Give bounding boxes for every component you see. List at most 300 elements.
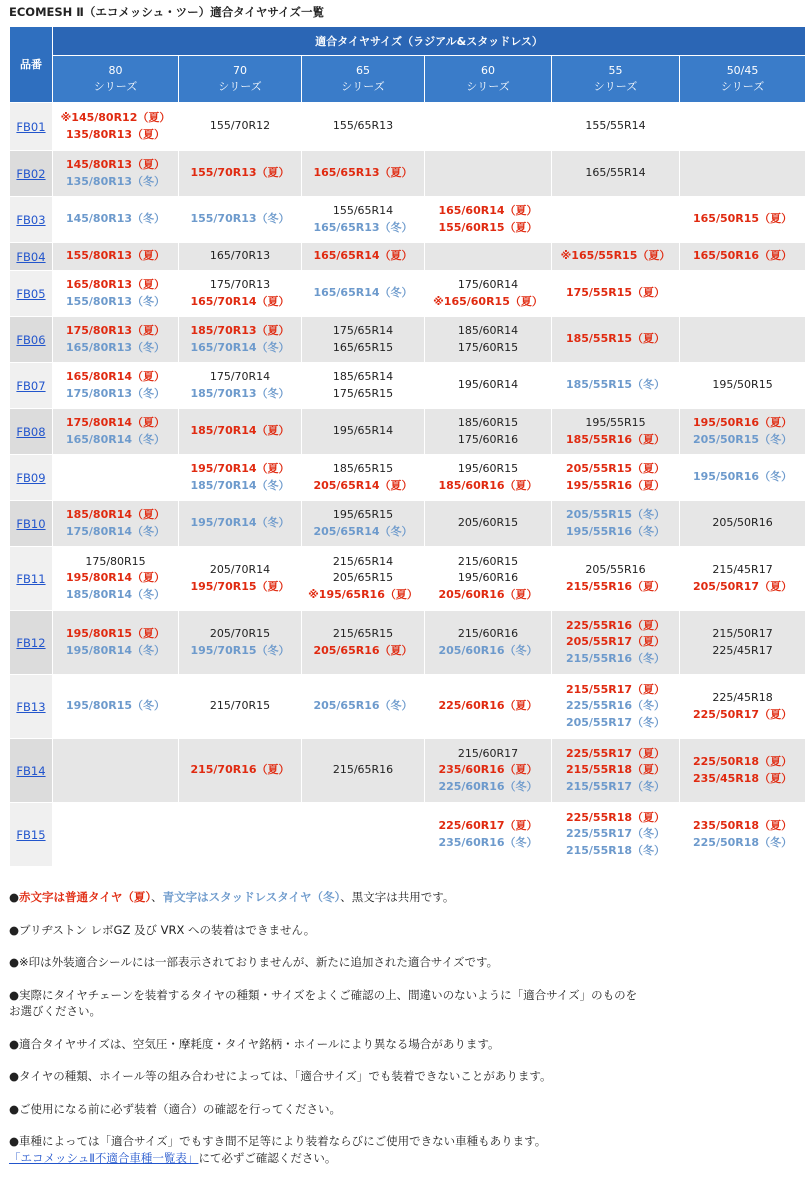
size-cell	[552, 151, 680, 197]
size-summer: 195/55R16（夏）	[565, 478, 666, 492]
size-winter: 195/70R14（冬）	[190, 516, 290, 530]
code-header: 品番	[10, 27, 53, 103]
product-code-link[interactable]: FB11	[16, 571, 46, 586]
size-summer: ※195/65R16（夏）	[308, 587, 418, 601]
size-winter: 215/55R17（冬）	[565, 779, 666, 793]
size-shared: 185/60R15	[457, 416, 519, 429]
size-summer: 235/50R18（夏）	[693, 819, 793, 832]
size-cell	[425, 151, 552, 197]
note-incompatible-list	[9, 1150, 799, 1167]
size-summer: 225/55R18（夏）	[565, 810, 666, 824]
size-shared: 205/70R15	[209, 627, 271, 640]
series-header-5	[680, 56, 806, 103]
size-summer: 165/80R13（夏）	[65, 278, 166, 291]
note-confirm-size-line2: お選びください。	[9, 1004, 101, 1018]
size-cell	[552, 317, 680, 363]
size-cell	[680, 501, 806, 547]
size-winter: 205/65R14（冬）	[313, 524, 413, 538]
size-cell	[425, 803, 552, 867]
product-code-cell	[10, 271, 53, 317]
series-header-1	[179, 56, 302, 103]
size-cell	[302, 103, 425, 151]
size-shared: 205/50R16	[712, 516, 773, 530]
size-shared: 205/70R14	[209, 563, 271, 576]
size-summer: 205/50R17（夏）	[693, 579, 793, 593]
size-shared: 185/65R14	[332, 370, 394, 383]
size-main-header: 適合タイヤサイズ（ラジアル&スタッドレス）	[53, 27, 806, 56]
note-vehicle-clearance: ●車種によっては「適合サイズ」でもすき間不足等により装着ならびにご使用できない車種もあります。	[9, 1134, 547, 1148]
size-cell	[179, 409, 302, 455]
product-code-cell	[10, 103, 53, 151]
table-row	[10, 363, 806, 409]
size-summer: 165/65R13（夏）	[313, 166, 413, 180]
product-code-link[interactable]: FB12	[16, 635, 46, 650]
size-cell	[680, 739, 806, 803]
tire-size-table	[9, 26, 806, 867]
size-cell	[680, 675, 806, 739]
size-shared: 175/70R13	[209, 278, 271, 291]
series-number: 50/45	[726, 63, 759, 77]
size-winter: 135/80R13（冬）	[65, 174, 166, 188]
product-code-link[interactable]: FB01	[16, 119, 46, 134]
size-summer: 185/70R14（夏）	[190, 424, 290, 438]
size-summer: 235/45R18（夏）	[693, 771, 793, 785]
size-cell	[179, 103, 302, 151]
product-code-cell	[10, 363, 53, 409]
size-summer: 215/55R18（夏）	[565, 763, 666, 777]
size-winter: 155/70R13（冬）	[190, 212, 290, 226]
series-label: シリーズ	[93, 80, 138, 93]
size-shared: 175/60R14	[457, 278, 519, 291]
size-shared: 205/65R15	[332, 571, 394, 585]
table-body	[10, 103, 806, 867]
series-header-0	[53, 56, 179, 103]
size-cell	[552, 243, 680, 271]
size-cell	[425, 317, 552, 363]
product-code-cell	[10, 675, 53, 739]
size-cell	[552, 675, 680, 739]
size-winter: 165/80R14（冬）	[65, 432, 166, 446]
size-winter: 185/70R13（冬）	[190, 386, 290, 400]
table-row	[10, 547, 806, 611]
size-cell	[680, 611, 806, 675]
size-cell	[552, 455, 680, 501]
size-summer: 185/55R16（夏）	[565, 432, 666, 446]
size-shared: 215/45R17	[712, 563, 773, 576]
size-summer: 225/50R17（夏）	[693, 707, 793, 721]
size-summer: 165/70R14（夏）	[190, 294, 290, 308]
table-row	[10, 739, 806, 803]
size-shared: 155/55R14	[585, 119, 646, 133]
size-winter: 225/55R16（冬）	[565, 699, 666, 713]
size-summer: 225/60R16（夏）	[438, 699, 538, 713]
size-shared: 175/60R16	[457, 432, 519, 446]
product-code-link[interactable]: FB04	[16, 249, 46, 264]
size-shared: 155/70R12	[209, 119, 271, 133]
size-cell	[680, 103, 806, 151]
size-cell	[179, 803, 302, 867]
legend-rest-text: 、黒文字は共用です。	[340, 890, 455, 904]
size-cell	[552, 611, 680, 675]
product-code-link[interactable]: FB02	[16, 166, 46, 181]
size-winter: 205/55R17（冬）	[565, 715, 666, 729]
series-number: 70	[233, 63, 247, 77]
size-cell	[680, 197, 806, 243]
incompatible-vehicle-list-link[interactable]: 「エコメッシュⅡ不適合車種一覧表」	[9, 1150, 199, 1165]
size-winter: 235/60R16（冬）	[438, 835, 538, 849]
size-summer: 135/80R13（夏）	[65, 127, 166, 141]
size-winter: 195/80R14（冬）	[65, 643, 166, 657]
size-summer: 165/65R14（夏）	[313, 249, 413, 263]
size-cell	[302, 271, 425, 317]
product-code-cell	[10, 409, 53, 455]
size-summer: 165/60R14（夏）	[438, 204, 538, 217]
size-summer: 165/50R16（夏）	[693, 249, 793, 263]
size-shared: 175/80R15	[85, 554, 146, 568]
size-cell	[425, 103, 552, 151]
legend-separator: 、	[151, 890, 163, 904]
size-shared: 195/60R16	[457, 571, 519, 585]
size-summer: 185/80R14（夏）	[65, 508, 166, 521]
size-cell	[302, 611, 425, 675]
size-winter: 165/65R13（冬）	[313, 220, 413, 234]
size-shared: 215/60R16	[457, 627, 519, 640]
size-shared: 155/65R14	[332, 204, 394, 217]
size-summer: 175/80R14（夏）	[65, 416, 166, 429]
size-cell	[179, 317, 302, 363]
product-code-link[interactable]: FB06	[16, 332, 46, 347]
notes	[9, 889, 799, 1166]
size-cell	[425, 455, 552, 501]
size-winter: 185/80R14（冬）	[65, 587, 166, 601]
size-summer: 175/80R13（夏）	[65, 324, 166, 337]
size-cell	[425, 197, 552, 243]
size-winter: 205/50R15（冬）	[693, 432, 793, 446]
size-shared: 185/60R14	[457, 324, 519, 337]
size-cell	[179, 455, 302, 501]
size-winter: 165/70R14（冬）	[190, 340, 290, 354]
size-summer: 155/60R15（夏）	[438, 220, 538, 234]
series-number: 65	[356, 63, 370, 77]
size-cell	[425, 243, 552, 271]
note-wheel-combination: ●タイヤの種類、ホイール等の組み合わせによっては、「適合サイズ」でも装着できないことがあります。	[9, 1069, 552, 1083]
size-cell	[53, 611, 179, 675]
table-row	[10, 501, 806, 547]
size-cell	[552, 547, 680, 611]
product-code-cell	[10, 243, 53, 271]
size-summer: 225/60R17（夏）	[438, 819, 538, 832]
size-cell	[53, 103, 179, 151]
size-shared: 215/65R16	[332, 763, 394, 777]
size-shared: 225/45R18	[712, 691, 773, 704]
size-cell	[179, 547, 302, 611]
size-winter: 205/60R16（冬）	[438, 643, 538, 657]
size-shared: 175/65R15	[332, 386, 394, 400]
size-cell	[179, 501, 302, 547]
product-code-cell	[10, 197, 53, 243]
size-cell	[53, 739, 179, 803]
size-cell	[425, 675, 552, 739]
size-shared: 205/55R16	[585, 563, 646, 576]
size-shared: 215/60R15	[457, 554, 519, 568]
size-cell	[302, 243, 425, 271]
size-shared: 165/70R13	[209, 249, 271, 263]
product-code-link[interactable]: FB08	[16, 424, 46, 439]
size-cell	[302, 501, 425, 547]
size-cell	[552, 197, 680, 243]
series-label: シリーズ	[341, 80, 385, 93]
size-summer: ※165/55R15（夏）	[560, 249, 671, 263]
size-winter: 195/80R15（冬）	[65, 699, 166, 713]
size-shared: 215/60R17	[457, 746, 519, 760]
table-row	[10, 197, 806, 243]
size-shared: 215/65R14	[332, 554, 394, 568]
size-summer: 195/80R15（夏）	[65, 627, 166, 640]
size-cell	[302, 455, 425, 501]
product-code-cell	[10, 151, 53, 197]
size-summer: 155/80R13（夏）	[65, 249, 166, 263]
size-winter: 205/65R16（冬）	[313, 699, 413, 713]
size-summer: 225/55R17（夏）	[565, 746, 666, 760]
table-row	[10, 455, 806, 501]
size-winter: 215/55R18（冬）	[565, 843, 666, 857]
size-winter: 195/55R16（冬）	[565, 524, 666, 538]
note-confirm-size-line1: ●実際にタイヤチェーンを装着するタイヤの種類・サイズをよくご確認の上、間違いのないように「適合サイズ」のものを	[9, 987, 638, 1002]
size-cell	[425, 547, 552, 611]
size-shared: 185/65R15	[332, 462, 394, 475]
size-cell	[552, 803, 680, 867]
table-row	[10, 803, 806, 867]
product-code-link[interactable]: FB15	[16, 827, 46, 842]
size-cell	[302, 547, 425, 611]
size-shared: 215/65R15	[332, 627, 394, 640]
product-code-cell	[10, 803, 53, 867]
note-incompatible-list-rest: にて必ずご確認ください。	[198, 1150, 337, 1165]
size-summer: ※145/80R12（夏）	[60, 111, 171, 124]
note-size-variation: ●適合タイヤサイズは、空気圧・摩耗度・タイヤ銘柄・ホイールにより異なる場合があります。	[9, 1036, 500, 1051]
size-shared: 175/60R15	[457, 340, 519, 354]
note-bullet: ●	[9, 890, 20, 904]
size-cell	[53, 243, 179, 271]
size-summer: 145/80R13（夏）	[65, 158, 166, 171]
legend-summer-text: 赤文字は普通タイヤ（夏）	[19, 890, 152, 904]
size-summer: 185/60R16（夏）	[438, 478, 538, 492]
table-row	[10, 317, 806, 363]
size-winter: 185/55R15（冬）	[565, 378, 666, 392]
size-winter: 225/55R17（冬）	[565, 827, 666, 841]
size-cell	[302, 151, 425, 197]
product-code-link[interactable]: FB03	[16, 212, 46, 227]
series-number: 55	[608, 63, 623, 77]
product-code-cell	[10, 455, 53, 501]
size-cell	[552, 363, 680, 409]
size-summer: 185/70R13（夏）	[190, 324, 290, 337]
size-cell	[53, 455, 179, 501]
size-cell	[53, 547, 179, 611]
product-code-cell	[10, 547, 53, 611]
size-cell	[425, 611, 552, 675]
size-cell	[680, 151, 806, 197]
size-shared: 195/50R15	[712, 378, 773, 392]
series-header-row	[10, 56, 806, 103]
size-summer: 175/55R15（夏）	[565, 286, 666, 300]
size-summer: 215/70R16（夏）	[190, 763, 290, 777]
size-cell	[680, 271, 806, 317]
size-cell	[425, 409, 552, 455]
size-cell	[302, 409, 425, 455]
size-summer: 165/50R15（夏）	[693, 212, 793, 226]
series-number: 60	[481, 63, 495, 77]
size-cell	[53, 675, 179, 739]
size-shared: 195/60R15	[457, 462, 519, 475]
size-summer: 195/80R14（夏）	[65, 571, 166, 585]
series-label: シリーズ	[466, 80, 510, 93]
size-cell	[53, 151, 179, 197]
size-cell	[53, 363, 179, 409]
series-header-3	[425, 56, 552, 103]
table-row	[10, 611, 806, 675]
size-cell	[179, 739, 302, 803]
size-winter: 145/80R13（冬）	[65, 212, 166, 226]
table-row	[10, 243, 806, 271]
table-row	[10, 271, 806, 317]
product-code-link[interactable]: FB07	[16, 378, 46, 393]
size-winter: 195/50R16（冬）	[693, 470, 793, 484]
series-header-2	[302, 56, 425, 103]
size-cell	[680, 409, 806, 455]
size-summer: 195/50R16（夏）	[693, 416, 793, 429]
size-shared: 225/45R17	[712, 643, 773, 657]
size-cell	[179, 675, 302, 739]
legend-winter-text: 青文字はスタッドレスタイヤ（冬）	[162, 890, 341, 904]
note-check-before-use: ●ご使用になる前に必ず装着（適合）の確認を行ってください。	[9, 1101, 342, 1116]
size-cell	[552, 103, 680, 151]
size-summer: 195/70R14（夏）	[190, 462, 290, 475]
size-winter: 225/60R16（冬）	[438, 779, 538, 793]
product-code-link[interactable]: FB05	[16, 286, 46, 301]
size-summer: 225/55R16（夏）	[565, 618, 666, 632]
size-cell	[179, 611, 302, 675]
size-cell	[53, 197, 179, 243]
note-incompatible-tires: ●ブリヂストン レボGZ 及び VRX への装着はできません。	[9, 922, 316, 937]
size-winter: 215/55R16（冬）	[565, 651, 666, 665]
size-cell	[179, 151, 302, 197]
size-cell	[680, 455, 806, 501]
series-header-4	[552, 56, 680, 103]
size-summer: 195/70R15（夏）	[190, 579, 290, 593]
size-shared: 205/60R15	[457, 516, 519, 530]
size-cell	[179, 271, 302, 317]
size-cell	[53, 501, 179, 547]
product-code-link[interactable]: FB13	[16, 699, 46, 714]
size-summer: 185/55R15（夏）	[565, 332, 666, 346]
product-code-link[interactable]: FB10	[16, 516, 46, 531]
size-cell	[680, 547, 806, 611]
size-summer: 155/70R13（夏）	[190, 166, 290, 180]
size-shared: 155/65R13	[332, 119, 394, 133]
page-title: ECOMESH Ⅱ（エコメッシュ・ツー）適合タイヤサイズ一覧	[9, 5, 324, 19]
size-cell	[680, 363, 806, 409]
table-row	[10, 675, 806, 739]
size-summer: 225/50R18（夏）	[693, 755, 793, 768]
size-shared: 195/65R15	[332, 508, 394, 521]
size-cell	[179, 197, 302, 243]
size-cell	[179, 363, 302, 409]
size-summer: 165/80R14（夏）	[65, 370, 166, 383]
product-code-cell	[10, 739, 53, 803]
size-summer: 205/65R16（夏）	[313, 643, 413, 657]
product-code-link[interactable]: FB14	[16, 763, 46, 778]
size-cell	[425, 271, 552, 317]
size-summer: 205/60R16（夏）	[438, 587, 538, 601]
size-summer: 215/55R17（夏）	[565, 682, 666, 696]
size-winter: 185/70R14（冬）	[190, 478, 290, 492]
size-cell	[302, 803, 425, 867]
size-cell	[302, 739, 425, 803]
product-code-cell	[10, 611, 53, 675]
size-winter: 155/80R13（冬）	[65, 294, 166, 308]
size-cell	[680, 317, 806, 363]
size-cell	[302, 363, 425, 409]
size-cell	[302, 197, 425, 243]
size-shared: 195/65R14	[332, 424, 394, 438]
size-cell	[425, 363, 552, 409]
size-winter: 165/80R13（冬）	[65, 340, 166, 354]
table-row	[10, 103, 806, 151]
size-cell	[53, 409, 179, 455]
size-summer: 205/55R17（夏）	[565, 635, 666, 649]
size-shared: 165/55R14	[585, 166, 646, 180]
size-summer: 235/60R16（夏）	[438, 763, 538, 777]
note-color-legend	[9, 889, 799, 906]
size-winter: 205/55R15（冬）	[565, 508, 666, 521]
table-row	[10, 409, 806, 455]
size-winter: 175/80R14（冬）	[65, 524, 166, 538]
size-shared: 165/65R15	[332, 340, 394, 354]
size-cell	[302, 317, 425, 363]
series-label: シリーズ	[593, 80, 638, 93]
size-winter: 195/70R15（冬）	[190, 643, 290, 657]
size-cell	[425, 501, 552, 547]
size-shared: 175/70R14	[209, 370, 271, 383]
size-summer: 205/65R14（夏）	[313, 478, 413, 492]
product-code-cell	[10, 317, 53, 363]
size-winter: 165/65R14（冬）	[313, 286, 413, 300]
size-cell	[680, 243, 806, 271]
product-code-link[interactable]: FB09	[16, 470, 46, 485]
size-cell	[552, 501, 680, 547]
size-cell	[53, 803, 179, 867]
size-summer: ※165/60R15（夏）	[433, 294, 543, 308]
size-cell	[552, 271, 680, 317]
size-cell	[53, 271, 179, 317]
size-cell	[680, 803, 806, 867]
product-code-cell	[10, 501, 53, 547]
size-shared: 195/55R15	[585, 416, 646, 429]
size-cell	[425, 739, 552, 803]
size-winter: 175/80R13（冬）	[65, 386, 166, 400]
size-cell	[302, 675, 425, 739]
size-cell	[179, 243, 302, 271]
series-label: シリーズ	[218, 80, 262, 93]
size-cell	[552, 409, 680, 455]
size-shared: 215/50R17	[712, 627, 773, 640]
size-summer: 215/55R16（夏）	[565, 579, 666, 593]
note-asterisk: ●※印は外装適合シールには一部表示されておりませんが、新たに追加された適合サイズです。	[9, 955, 499, 969]
size-shared: 195/60R14	[457, 378, 519, 392]
size-summer: 205/55R15（夏）	[565, 462, 666, 475]
size-shared: 215/70R15	[209, 699, 271, 713]
